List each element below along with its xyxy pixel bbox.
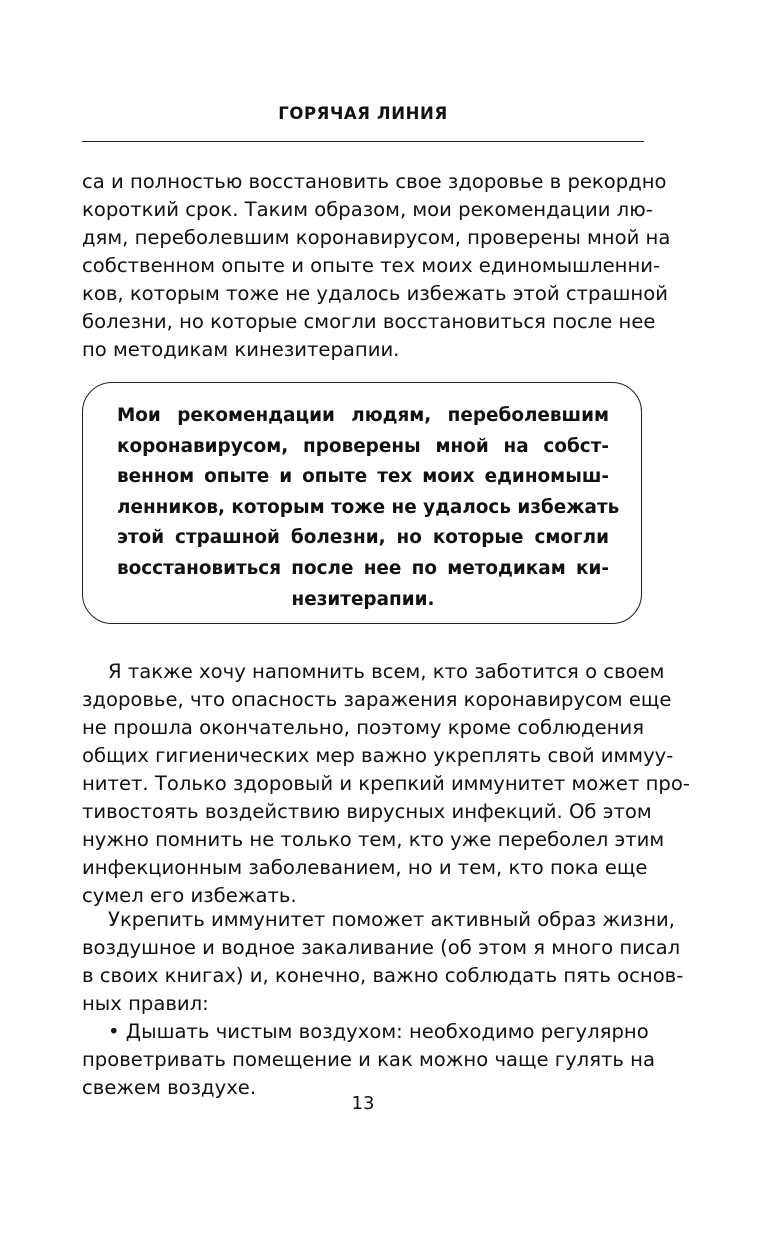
paragraph-immunity (82, 658, 690, 910)
text-line: здоровье, что опасность заражения коронавирусом еще (82, 688, 672, 711)
callout-line: Мои рекомендации людям, переболевшим (117, 405, 609, 426)
text-line: нужно помнить не только тем, кто уже переболел этим (82, 828, 665, 851)
text-line: дям, переболевшим коронавирусом, проверены мной на (82, 226, 671, 249)
text-line: Укрепить иммунитет поможет активный образ жизни, (108, 908, 675, 931)
paragraph-rules (82, 906, 684, 1018)
bullet-fresh-air (82, 1018, 655, 1102)
text-line: ных правил: (82, 992, 209, 1015)
text-line: по методикам кинезитерапии. (82, 338, 400, 361)
page-number: 13 (351, 1093, 375, 1114)
running-header: ГОРЯЧАЯ ЛИНИЯ (278, 104, 448, 123)
callout-box (82, 382, 642, 624)
callout-line: ленников, которым тоже не удалось избежать (117, 496, 620, 518)
callout-line: венном опыте и опыте тех моих единомыш- (117, 466, 609, 488)
text-line: ков, которым тоже не удалось избежать этой страшной (82, 282, 668, 305)
text-line: сумел его избежать. (82, 884, 297, 907)
text-line: не прошла окончательно, поэтому кроме соблюдения (82, 716, 644, 739)
text-line: воздушное и водное закаливание (об этом я много писал (82, 936, 681, 959)
callout-line: незитерапии. (291, 588, 435, 610)
text-line: болезни, но которые смогли восстановиться после нее (82, 310, 656, 333)
text-line: в своих книгах) и, конечно, важно соблюдать пять основ- (82, 964, 684, 987)
text-line: собственном опыте и опыте тех моих единомышленни- (82, 254, 661, 277)
text-line: • Дышать чистым воздухом: необходимо регулярно (108, 1020, 649, 1043)
callout-line: восстановиться после нее по методикам ки- (117, 557, 609, 579)
callout-text (117, 401, 620, 615)
callout-line: коронавирусом, проверены мной на собст- (117, 435, 609, 457)
text-line: са и полностью восстановить свое здоровье в рекордно (82, 170, 667, 193)
text-line: короткий срок. Таким образом, мои рекомендации лю- (82, 198, 653, 221)
text-line: инфекционным заболеванием, но и тем, кто пока еще (82, 856, 648, 879)
paragraph-top (82, 168, 671, 364)
callout-line: этой страшной болезни, но которые смогли (117, 527, 609, 549)
header-divider (82, 141, 644, 142)
text-line: тивостоять воздействию вирусных инфекций. Об этом (82, 800, 652, 823)
text-line: проветривать помещение и как можно чаще гулять на (82, 1048, 655, 1071)
text-line: Я также хочу напомнить всем, кто заботится о своем (108, 660, 665, 683)
text-line: нитет. Только здоровый и крепкий иммунитет может про- (82, 772, 690, 795)
text-line: общих гигиенических мер важно укреплять свой иммуу- (82, 744, 674, 767)
text-line: свежем воздухе. (82, 1076, 257, 1099)
